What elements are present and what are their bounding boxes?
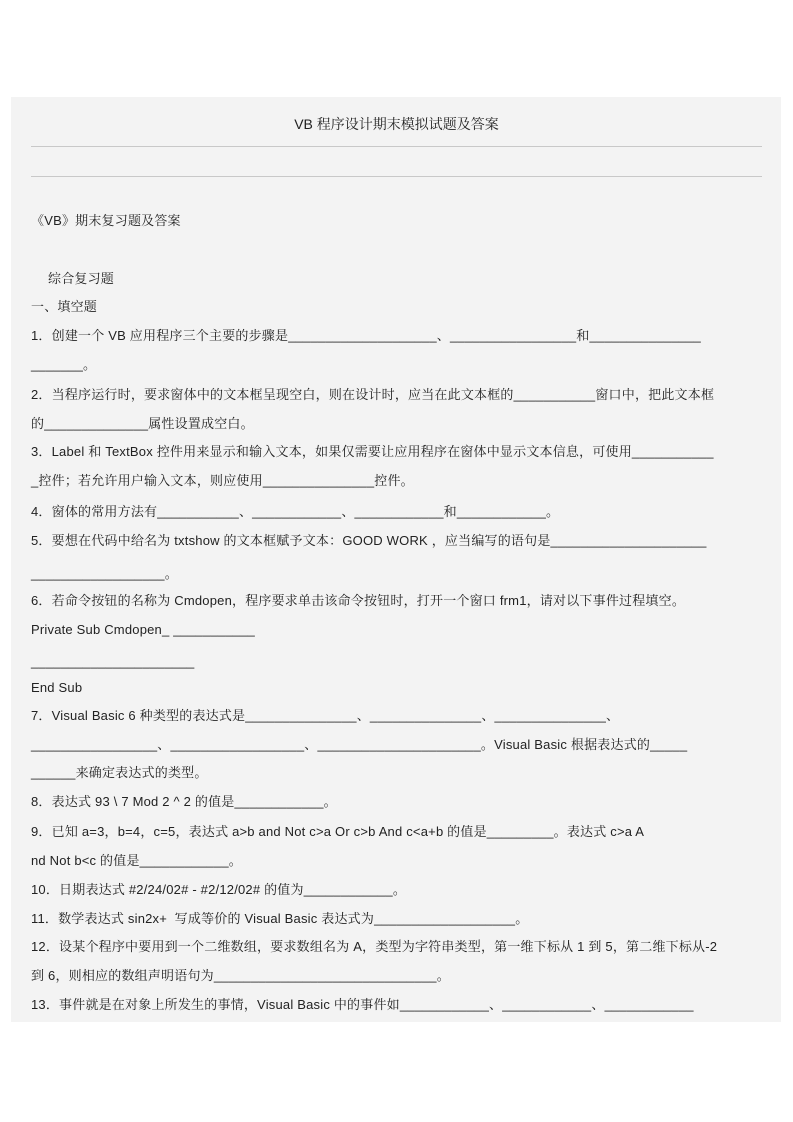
divider xyxy=(31,176,762,177)
question-line: 11．数学表达式 sin2x+ 写成等价的 Visual Basic 表达式为___________________。 xyxy=(31,911,529,926)
part-heading: 一、填空题 xyxy=(31,299,98,314)
question-line: 12．设某个程序中要用到一个二维数组，要求数组名为 A，类型为字符串类型，第一维下标从 1 到 5，第二维下标从-2 xyxy=(31,939,718,954)
question-line: _______。 xyxy=(31,357,97,372)
question-line: ______________________ xyxy=(31,654,195,669)
question-line: 的______________属性设置成空白。 xyxy=(31,416,254,431)
question-line: _________________、__________________、______________________。Visual Basic 根据表达式的_____ xyxy=(31,737,688,752)
question-line: nd Not b<c 的值是____________。 xyxy=(31,853,243,868)
question-line: 4．窗体的常用方法有___________、____________、____________和____________。 xyxy=(31,504,560,519)
question-line: __________________。 xyxy=(31,566,178,581)
question-line: 到 6，则相应的数组声明语句为______________________________。 xyxy=(31,968,450,983)
question-line: 3．Label 和 TextBox 控件用来显示和输入文本，如果仅需要让应用程序在窗体中显示文本信息，可使用___________ xyxy=(31,444,714,459)
divider xyxy=(31,146,762,147)
question-line: _控件；若允许用户输入文本，则应使用_______________控件。 xyxy=(31,473,414,488)
question-line: 2．当程序运行时，要求窗体中的文本框呈现空白，则在设计时，应当在此文本框的___________窗口中，把此文本框 xyxy=(31,387,715,402)
question-line: ______来确定表达式的类型。 xyxy=(31,765,208,780)
question-line: 5．要想在代码中给名为 txtshow 的文本框赋予文本：GOOD WORK ，应当编写的语句是_____________________ xyxy=(31,533,707,548)
question-line: 8．表达式 93 \ 7 Mod 2 ^ 2 的值是____________。 xyxy=(31,794,337,809)
question-line: 9．已知 a=3，b=4，c=5，表达式 a>b and Not c>a Or c>b And c<a+b 的值是_________。表达式 c>a A xyxy=(31,824,645,839)
question-line: 7．Visual Basic 6 种类型的表达式是_______________、_______________、_______________、 xyxy=(31,708,620,723)
question-line: End Sub xyxy=(31,680,83,695)
question-line: 10．日期表达式 #2/24/02# - #2/12/02# 的值为____________。 xyxy=(31,882,407,897)
subtitle: 《VB》期末复习题及答案 xyxy=(31,213,181,228)
section-heading: 综合复习题 xyxy=(48,271,115,286)
question-line: 1．创建一个 VB 应用程序三个主要的步骤是____________________、_________________和_______________ xyxy=(31,328,701,343)
question-line: Private Sub Cmdopen_ ___________ xyxy=(31,622,255,637)
question-line: 6．若命令按钮的名称为 Cmdopen，程序要求单击该命令按钮时，打开一个窗口 frm1，请对以下事件过程填空。 xyxy=(31,593,686,608)
document-title: VB 程序设计期末模拟试题及答案 xyxy=(294,116,499,132)
question-line: 13．事件就是在对象上所发生的事情，Visual Basic 中的事件如____________、____________、____________ xyxy=(31,997,694,1012)
